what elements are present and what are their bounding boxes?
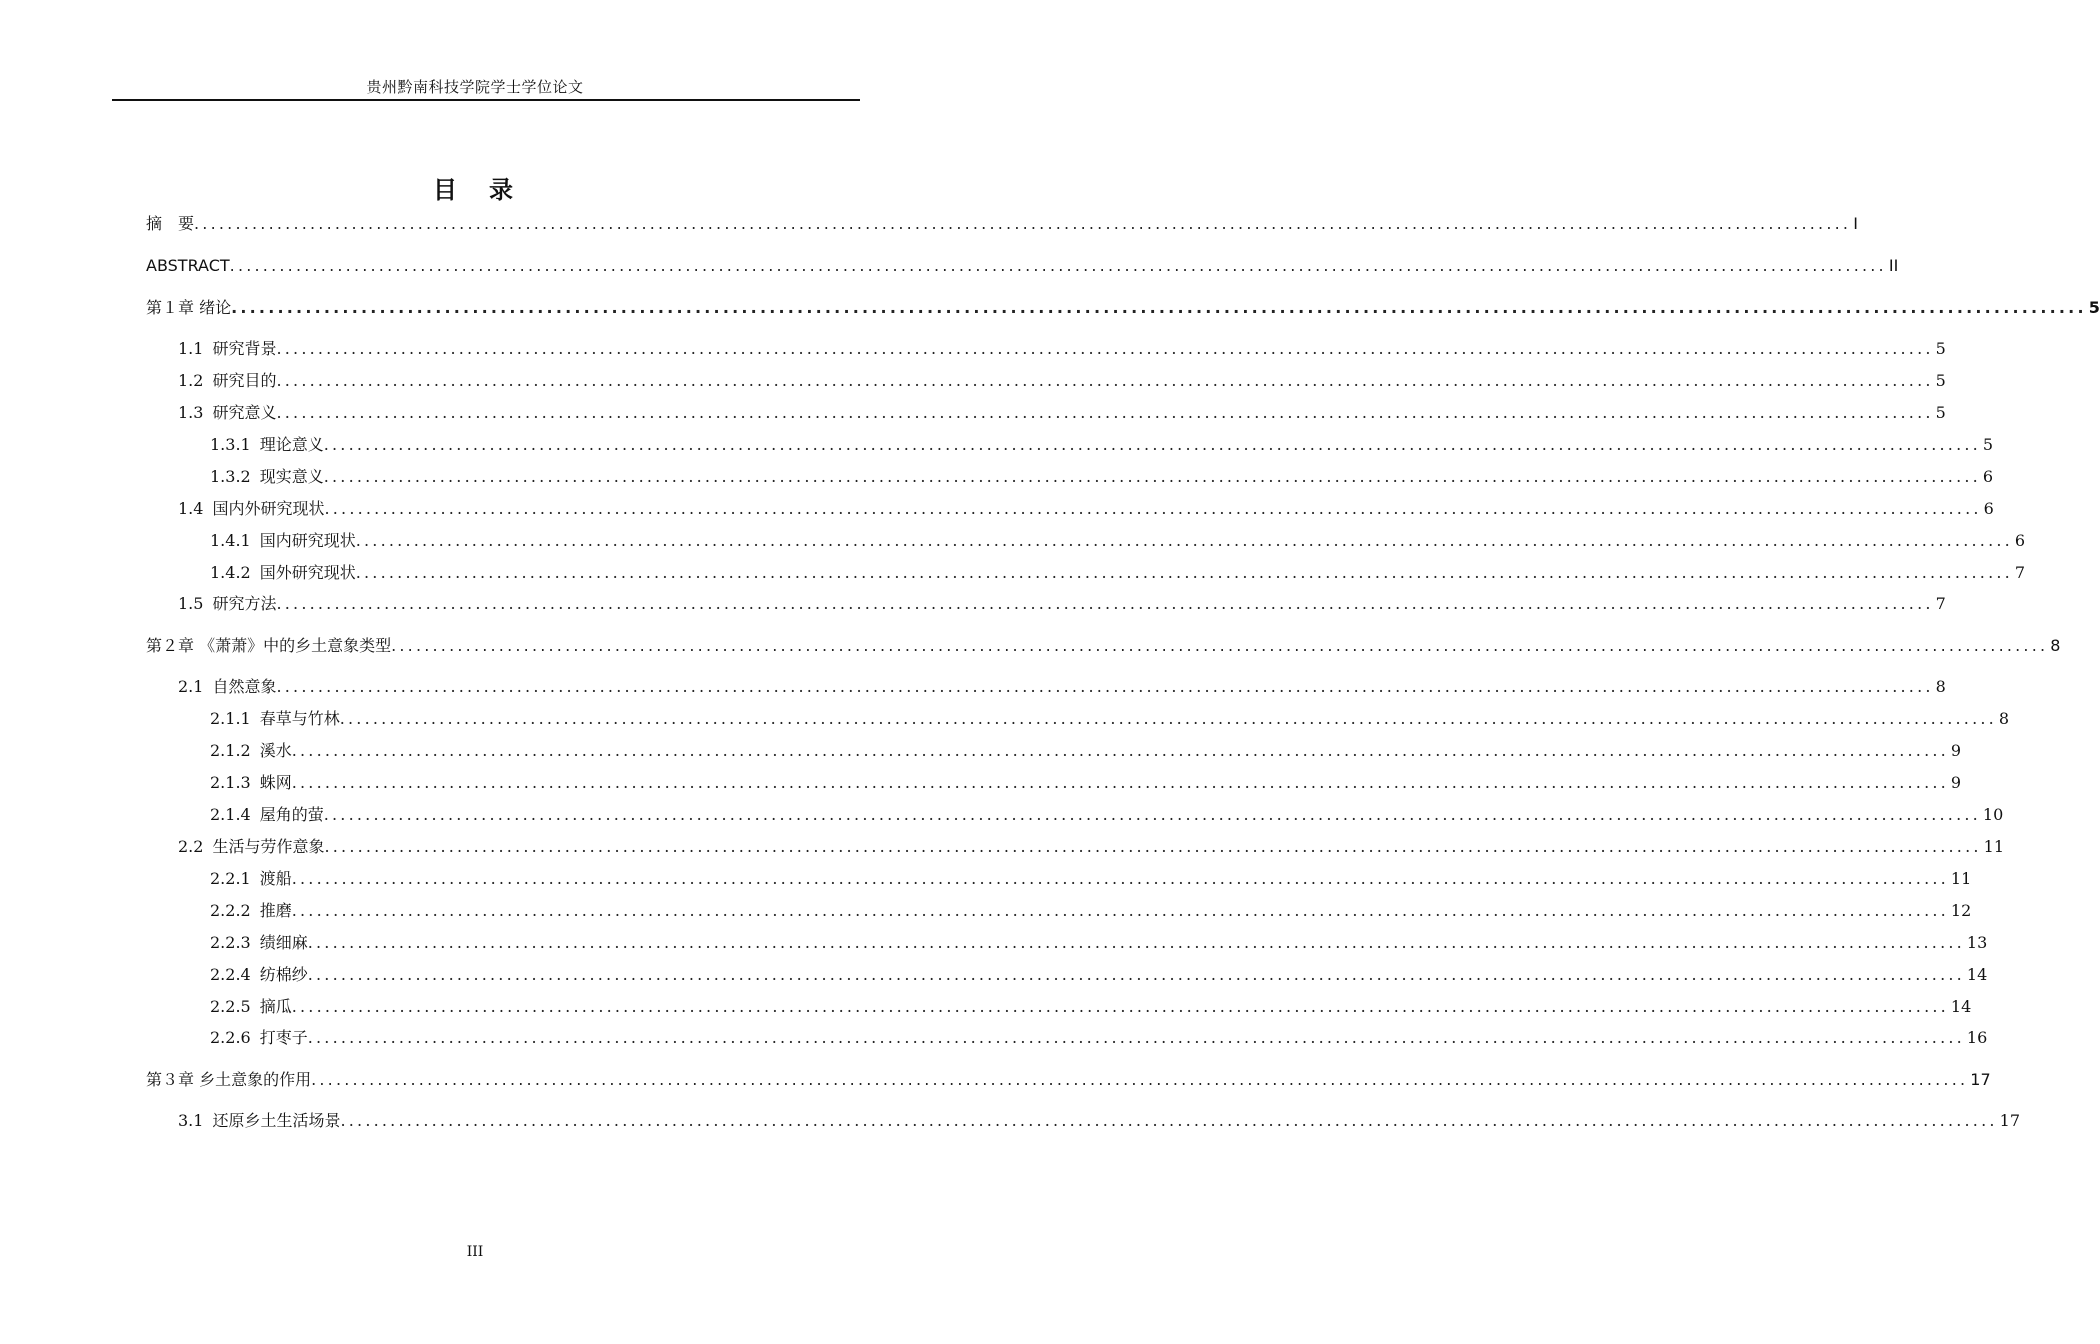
toc-entry <box>146 634 2061 658</box>
toc-entry <box>178 401 1946 425</box>
toc-entry-page: 6 <box>2014 531 2026 550</box>
toc-entry-text: 国内研究现状 <box>259 531 356 550</box>
toc-entry-text: 打枣子 <box>259 1028 308 1047</box>
toc-leader-dots: ........................................................................................................................................................................................................ <box>339 709 1997 728</box>
toc-entry-page: 17 <box>1999 1111 2021 1130</box>
toc-leader-dots: ........................................................................................................................................................................................................ <box>340 1111 1998 1130</box>
toc-entry-text: 渡船 <box>259 869 292 888</box>
toc-entry-text: 国内外研究现状 <box>212 499 325 518</box>
toc-entry-page: 9 <box>1950 773 1962 792</box>
toc-entry-number: 2.2.6 <box>210 1028 251 1047</box>
toc-entry-page: 7 <box>1935 594 1946 613</box>
toc-entry-text: 研究意义 <box>212 403 277 422</box>
toc-leader-dots: ........................................................................................................................................................................................................ <box>229 256 1887 275</box>
toc-entry-label <box>210 803 324 827</box>
toc-entry-text: ABSTRACT <box>146 256 230 275</box>
toc-entry-page: 6 <box>1982 467 1994 486</box>
toc-entry-page: 16 <box>1966 1028 1988 1047</box>
toc-entry <box>210 433 1994 457</box>
toc-entry <box>210 465 1994 489</box>
toc-entry-label <box>210 963 308 987</box>
toc-leader-dots: ........................................................................................................................................................................................................ <box>276 677 1934 696</box>
toc-entry <box>210 707 2010 731</box>
toc-entry <box>210 739 1962 763</box>
toc-entry <box>178 337 1946 361</box>
toc-leader-dots: ........................................................................................................................................................................................................ <box>391 636 2049 655</box>
toc-entry-text: 第２章 《萧萧》中的乡土意象类型 <box>146 636 392 655</box>
toc-entry-text: 屋角的萤 <box>259 805 324 824</box>
toc-entry-label <box>210 433 324 457</box>
toc-entry <box>146 254 1899 278</box>
toc-entry <box>210 561 2026 585</box>
running-header: 贵州黔南科技学院学士学位论文 <box>366 78 584 96</box>
toc-entry-label <box>210 707 340 731</box>
toc-entry-text: 摘 要 <box>146 214 195 233</box>
toc-entry-page: 10 <box>1982 805 2004 824</box>
toc-entry <box>178 675 1946 699</box>
toc-entry-label <box>178 337 276 361</box>
toc-entry-page: 5 <box>2088 298 2100 317</box>
toc-entry <box>146 296 2100 320</box>
toc-entry-label <box>178 497 324 521</box>
toc-entry-label <box>210 771 292 795</box>
toc-entry-number: 1.2 <box>178 371 204 390</box>
toc-leader-dots: ........................................................................................................................................................................................................ <box>323 467 1981 486</box>
toc-entry-page: 6 <box>1983 499 1994 518</box>
toc-entry-text: 理论意义 <box>259 435 324 454</box>
toc-leader-dots: ........................................................................................................................................................................................................ <box>291 741 1949 760</box>
toc-entry <box>178 592 1946 616</box>
toc-entry-number: 1.5 <box>178 594 204 613</box>
toc-entry-text: 第１章 绪论 <box>146 298 232 317</box>
toc-entry <box>178 1109 2021 1133</box>
page-number: III <box>466 1244 484 1260</box>
toc-entry-label <box>210 931 308 955</box>
toc-entry-page: 5 <box>1935 339 1946 358</box>
toc-entry-page: 17 <box>1970 1070 1991 1089</box>
toc-entry-text: 摘瓜 <box>259 997 292 1016</box>
toc-leader-dots: ........................................................................................................................................................................................................ <box>311 1070 1969 1089</box>
toc-leader-dots: ........................................................................................................................................................................................................ <box>307 965 1965 984</box>
toc-entry-page: 5 <box>1935 371 1946 390</box>
toc-entry-number: 1.3 <box>178 403 204 422</box>
toc-leader-dots: ........................................................................................................................................................................................................ <box>323 805 1981 824</box>
toc-entry-number: 2.1.1 <box>210 709 251 728</box>
toc-entry-label <box>178 592 276 616</box>
toc-entry <box>210 899 1972 923</box>
toc-leader-dots: ........................................................................................................................................................................................................ <box>355 563 2013 582</box>
toc-entry <box>210 867 1972 891</box>
toc-leader-dots: ........................................................................................................................................................................................................ <box>231 298 2087 317</box>
toc-leader-dots: ........................................................................................................................................................................................................ <box>355 531 2013 550</box>
toc-entry <box>178 835 2005 859</box>
toc-entry-page: I <box>1853 214 1858 233</box>
toc-entry-number: 1.4.1 <box>210 531 251 550</box>
toc-entry <box>210 963 1988 987</box>
toc-entry-number: 2.2 <box>178 837 204 856</box>
toc-entry-text: 国外研究现状 <box>259 563 356 582</box>
toc-entry-number: 2.2.5 <box>210 997 251 1016</box>
toc-entry-page: 5 <box>1935 403 1946 422</box>
toc-entry-number: 1.3.1 <box>210 435 251 454</box>
toc-entry-label <box>210 529 356 553</box>
toc-leader-dots: ........................................................................................................................................................................................................ <box>291 997 1949 1016</box>
toc-entry-text: 溪水 <box>259 741 292 760</box>
toc-entry-label <box>178 369 276 393</box>
toc-entry-text: 第３章 乡土意象的作用 <box>146 1070 312 1089</box>
toc-entry-label <box>210 465 324 489</box>
toc-leader-dots: ........................................................................................................................................................................................................ <box>324 499 1982 518</box>
toc-entry-text: 纺棉纱 <box>259 965 308 984</box>
toc-entry-label <box>146 254 230 278</box>
toc-entry-label <box>210 561 356 585</box>
toc-entry <box>210 995 1972 1019</box>
toc-entry-number: 2.1.3 <box>210 773 251 792</box>
toc-entry-number: 2.2.2 <box>210 901 251 920</box>
toc-entry-label <box>210 867 292 891</box>
toc-leader-dots: ........................................................................................................................................................................................................ <box>194 214 1852 233</box>
toc-entry-page: II <box>1888 256 1899 275</box>
toc-leader-dots: ........................................................................................................................................................................................................ <box>307 933 1965 952</box>
toc-entry-number: 2.2.1 <box>210 869 251 888</box>
toc-entry-label <box>210 1026 308 1050</box>
toc-entry-label <box>146 634 391 658</box>
toc-entry-number: 2.2.3 <box>210 933 251 952</box>
toc-entry-text: 现实意义 <box>259 467 324 486</box>
toc-entry <box>210 529 2026 553</box>
toc-entry-number: 3.1 <box>178 1111 204 1130</box>
toc-leader-dots: ........................................................................................................................................................................................................ <box>276 339 1934 358</box>
toc-entry-label <box>210 899 292 923</box>
toc-entry-page: 12 <box>1950 901 1972 920</box>
toc-entry <box>210 1026 1988 1050</box>
toc-leader-dots: ........................................................................................................................................................................................................ <box>323 435 1981 454</box>
toc-leader-dots: ........................................................................................................................................................................................................ <box>307 1028 1965 1047</box>
toc-entry-text: 研究方法 <box>212 594 277 613</box>
toc-entry <box>178 369 1946 393</box>
toc-leader-dots: ........................................................................................................................................................................................................ <box>291 773 1949 792</box>
toc-entry <box>210 803 2004 827</box>
toc-entry-page: 9 <box>1950 741 1962 760</box>
toc-leader-dots: ........................................................................................................................................................................................................ <box>291 901 1949 920</box>
toc-entry-text: 春草与竹林 <box>259 709 340 728</box>
toc-entry-number: 1.4 <box>178 499 204 518</box>
toc-entry-page: 5 <box>1982 435 1994 454</box>
toc-entry-page: 7 <box>2014 563 2026 582</box>
toc-entry-text: 生活与劳作意象 <box>212 837 325 856</box>
toc-entry-page: 14 <box>1950 997 1972 1016</box>
toc-entry-text: 蛛网 <box>259 773 292 792</box>
toc-entry-number: 1.3.2 <box>210 467 251 486</box>
toc-entry-page: 11 <box>1983 837 2005 856</box>
toc-entry-label <box>178 401 276 425</box>
toc-entry <box>146 212 1858 236</box>
toc-entry-label <box>178 675 276 699</box>
toc-leader-dots: ........................................................................................................................................................................................................ <box>324 837 1982 856</box>
toc-entry-page: 14 <box>1966 965 1988 984</box>
toc-entry-page: 8 <box>2050 636 2061 655</box>
toc-entry-text: 推磨 <box>259 901 292 920</box>
toc-entry <box>146 1068 1991 1092</box>
toc-entry-label <box>146 296 231 320</box>
toc-entry-number: 2.1.2 <box>210 741 251 760</box>
toc-entry-label <box>178 835 324 859</box>
toc-entry-text: 绩细麻 <box>259 933 308 952</box>
toc-entry-label <box>210 995 292 1019</box>
toc-entry-page: 13 <box>1966 933 1988 952</box>
toc-leader-dots: ........................................................................................................................................................................................................ <box>276 594 1934 613</box>
toc-entry-text: 还原乡土生活场景 <box>212 1111 341 1130</box>
toc-leader-dots: ........................................................................................................................................................................................................ <box>291 869 1949 888</box>
toc-entry-text: 自然意象 <box>212 677 277 696</box>
toc-entry <box>210 931 1988 955</box>
toc-entry-text: 研究背景 <box>212 339 277 358</box>
toc-leader-dots: ........................................................................................................................................................................................................ <box>276 371 1934 390</box>
toc-entry-label <box>210 739 292 763</box>
toc-title: 目 录 <box>433 176 517 204</box>
toc-entry-page: 11 <box>1950 869 1972 888</box>
toc-entry-page: 8 <box>1935 677 1946 696</box>
toc-entry-label <box>178 1109 340 1133</box>
toc-entry-number: 1.4.2 <box>210 563 251 582</box>
toc-entry-label <box>146 1068 311 1092</box>
toc-entry-text: 研究目的 <box>212 371 277 390</box>
toc-entry-page: 8 <box>1998 709 2010 728</box>
toc-entry <box>178 497 1994 521</box>
toc-entry-number: 2.2.4 <box>210 965 251 984</box>
toc-entry-number: 2.1.4 <box>210 805 251 824</box>
toc-entry-number: 1.1 <box>178 339 204 358</box>
toc-entry-number: 2.1 <box>178 677 204 696</box>
toc-entry <box>210 771 1962 795</box>
toc-entry-label <box>146 212 194 236</box>
toc-leader-dots: ........................................................................................................................................................................................................ <box>276 403 1934 422</box>
